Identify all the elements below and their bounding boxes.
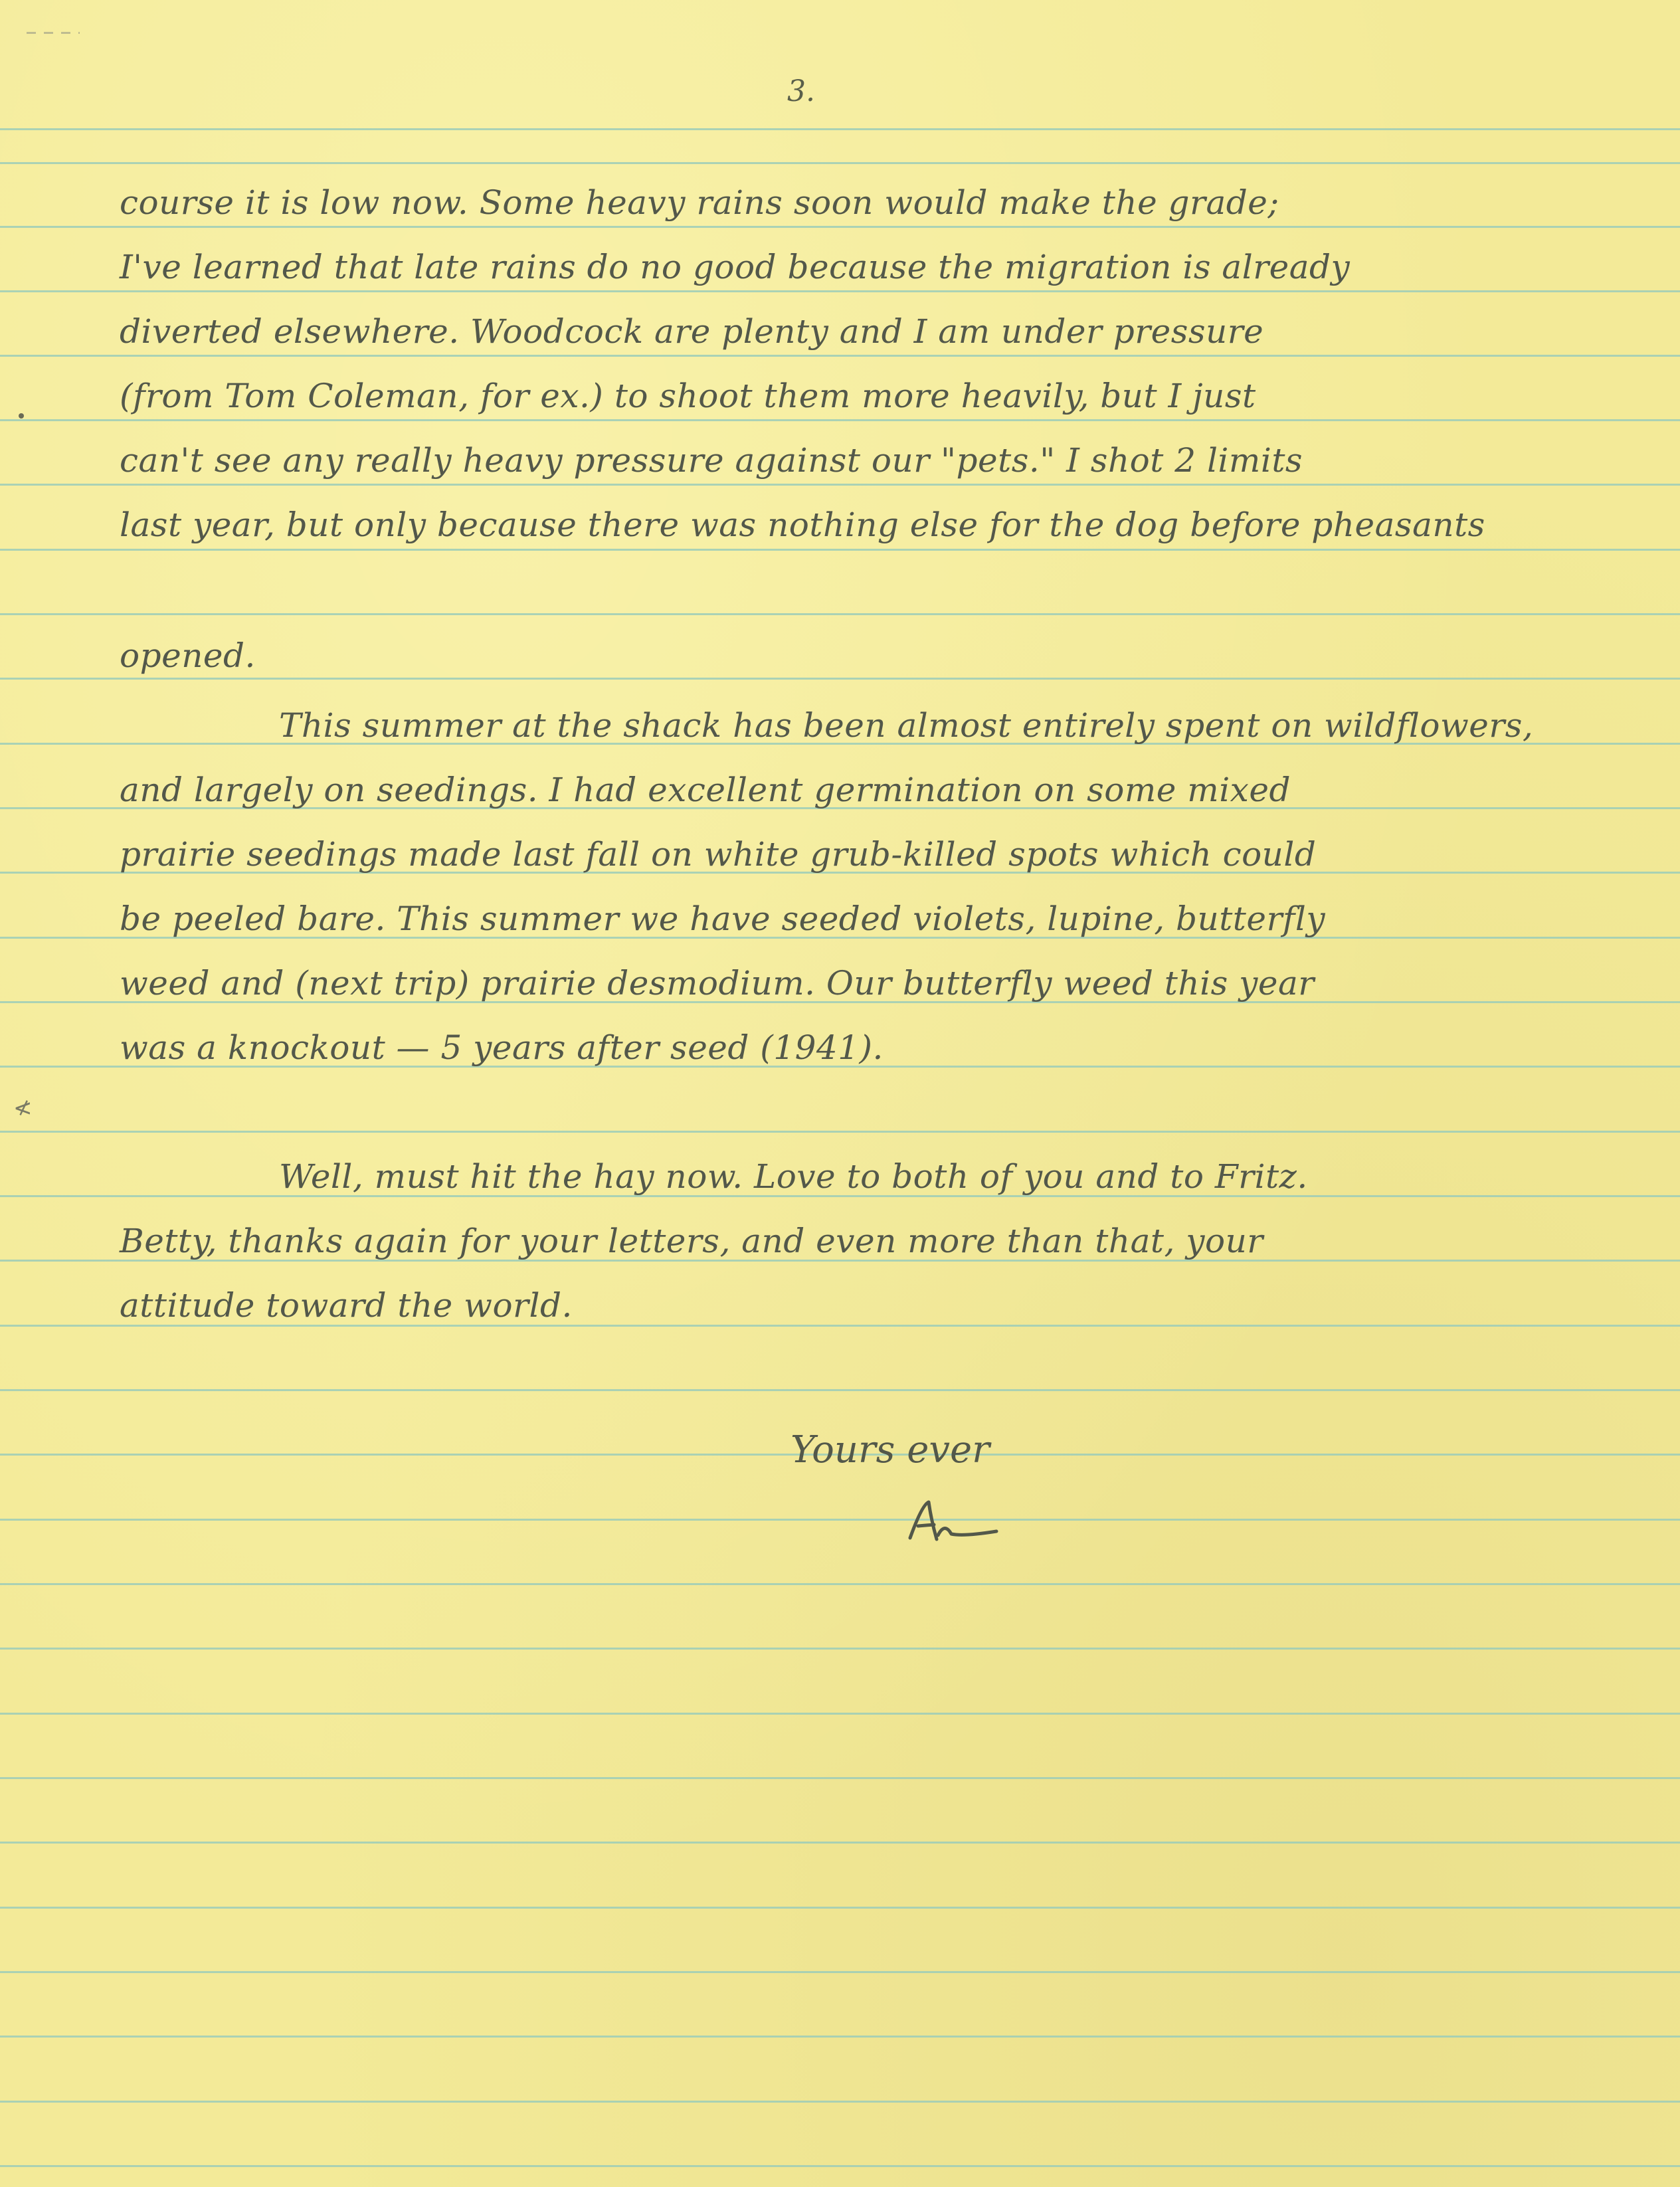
ruled-line	[0, 1713, 1680, 1715]
text-line: diverted elsewhere. Woodcock are plenty and I am under pressure	[120, 312, 1264, 351]
ruled-line	[0, 290, 1680, 292]
text-line: (from Tom Coleman, for ex.) to shoot them more heavily, but I just	[120, 377, 1256, 415]
text-line: was a knockout — 5 years after seed (1941).	[120, 1028, 884, 1067]
text-line: Betty, thanks again for your letters, and even more than that, your	[120, 1222, 1263, 1260]
ruled-line	[0, 1131, 1680, 1133]
ruled-line	[0, 1583, 1680, 1585]
ruled-line	[0, 1907, 1680, 1909]
ruled-line	[0, 1519, 1680, 1521]
ruled-line	[0, 1777, 1680, 1779]
ruled-line	[0, 419, 1680, 421]
ruled-line	[0, 613, 1680, 615]
closing: Yours ever	[791, 1428, 990, 1472]
ruled-line	[0, 162, 1680, 164]
page-number: 3.	[787, 74, 815, 108]
corner-mark	[27, 32, 80, 34]
text-line: be peeled bare. This summer we have seeded violets, lupine, butterfly	[120, 900, 1326, 938]
ruled-line	[0, 2036, 1680, 2038]
text-line: attitude toward the world.	[120, 1286, 573, 1325]
text-line: weed and (next trip) prairie desmodium. Our butterfly weed this year	[120, 964, 1315, 1002]
ruled-line	[0, 1648, 1680, 1650]
margin-dot	[19, 413, 24, 419]
text-line: and largely on seedings. I had excellent germination on some mixed	[120, 771, 1291, 809]
ruled-line	[0, 128, 1680, 130]
ruled-line	[0, 2101, 1680, 2103]
ruled-line	[0, 355, 1680, 357]
ruled-line	[0, 1842, 1680, 1844]
text-line: opened.	[120, 636, 256, 675]
ruled-line	[0, 2165, 1680, 2167]
ruled-line	[0, 1325, 1680, 1327]
ruled-line	[0, 549, 1680, 551]
text-line: last year, but only because there was nothing else for the dog before pheasants	[120, 506, 1485, 544]
ruled-line	[0, 484, 1680, 486]
ruled-line	[0, 1389, 1680, 1391]
text-line: can't see any really heavy pressure against our "pets." I shot 2 limits	[120, 441, 1303, 480]
text-line: This summer at the shack has been almost entirely spent on wildflowers,	[279, 706, 1534, 745]
text-line: course it is low now. Some heavy rains soon would make the grade;	[120, 183, 1279, 222]
ruled-line	[0, 678, 1680, 680]
signature	[903, 1498, 1010, 1551]
ruled-line	[0, 226, 1680, 228]
ruled-line	[0, 1971, 1680, 1973]
margin-mark: ≮	[13, 1095, 33, 1121]
text-line: Well, must hit the hay now. Love to both of you and to Fritz.	[279, 1157, 1308, 1196]
text-line: I've learned that late rains do no good because the migration is already	[120, 248, 1351, 286]
text-line: prairie seedings made last fall on white grub-killed spots which could	[120, 835, 1317, 874]
